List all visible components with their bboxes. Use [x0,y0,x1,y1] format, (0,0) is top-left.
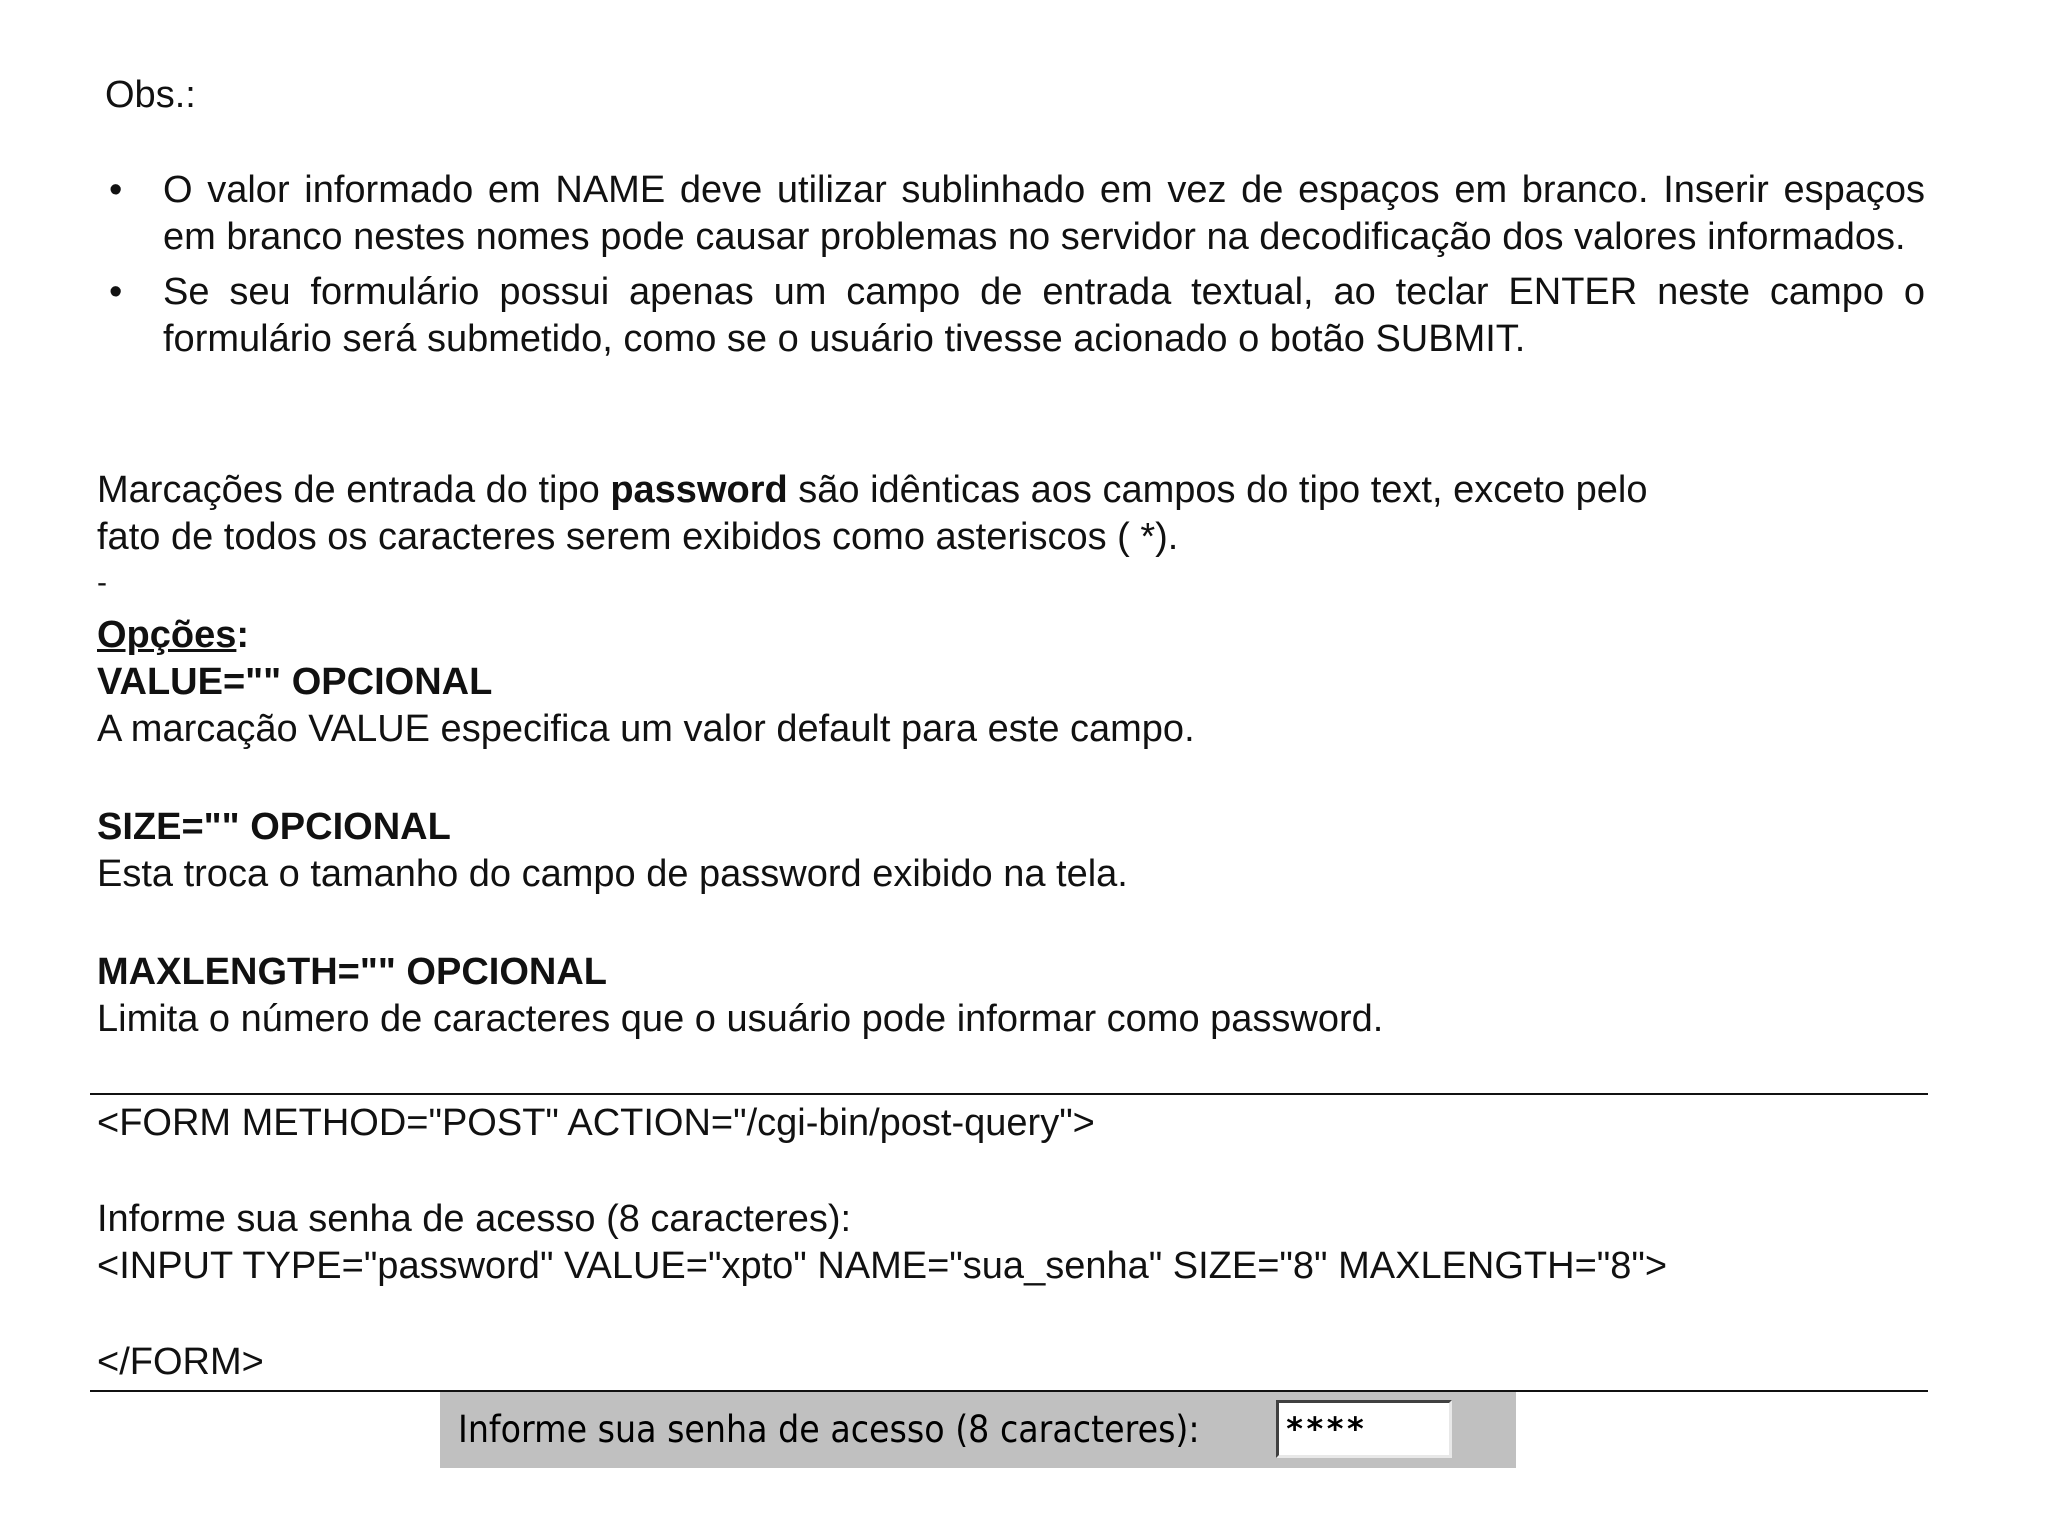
demo-password-input[interactable] [1276,1400,1452,1458]
password-keyword: password [610,469,788,511]
list-item-text: Se seu formulário possui apenas um campo de entrada textual, ao teclar ENTER neste campo o formulário será submetido, como se o usuário tivesse acionado o botão SUBMIT. [163,271,1925,360]
demo-password-label: Informe sua senha de acesso (8 caracteres): [458,1408,1200,1451]
bullet-icon: • [109,271,123,313]
list-item-text: O valor informado em NAME deve utilizar sublinhado em vez de espaços em branco. Inserir espaços em branco nestes nomes pode causar problemas no servidor na decodificação dos valores informados. [163,169,1925,258]
option-title-size: SIZE="" OPCIONAL [97,806,451,848]
options-heading-text: Opções [97,614,237,656]
options-heading [97,612,1927,659]
password-description-line2: fato de todos os caracteres serem exibidos como asteriscos ( *). [97,516,1179,558]
password-description-end: são idênticas aos campos do tipo text, exceto pelo [787,469,1648,511]
list-item [105,167,1925,261]
notes-list [105,167,1925,371]
obs-label: Obs.: [105,74,196,116]
option-size [97,804,1927,898]
separator-dash: - [97,566,107,599]
options-section [97,612,1927,753]
password-description [97,467,1927,561]
code-form-open: <FORM METHOD="POST" ACTION="/cgi-bin/post-query"> [97,1102,1095,1144]
list-item [105,269,1925,363]
option-description-maxlength: Limita o número de caracteres que o usuário pode informar como password. [97,998,1384,1040]
demo-password-value: **** [1285,1410,1367,1448]
password-description-start: Marcações de entrada do tipo [97,469,611,511]
rendered-form-preview [440,1392,1516,1468]
option-title-maxlength: MAXLENGTH="" OPCIONAL [97,951,607,993]
bullet-icon: • [109,169,123,211]
code-prompt: Informe sua senha de acesso (8 caracteres): [97,1198,852,1240]
option-maxlength [97,949,1927,1043]
code-top-rule [90,1093,1928,1095]
option-description-value: A marcação VALUE especifica um valor default para este campo. [97,708,1195,750]
code-input-tag: <INPUT TYPE="password" VALUE="xpto" NAME="sua_senha" SIZE="8" MAXLENGTH="8"> [97,1245,1668,1287]
code-form-close: </FORM> [97,1341,264,1383]
option-description-size: Esta troca o tamanho do campo de password exibido na tela. [97,853,1128,895]
option-title-value: VALUE="" OPCIONAL [97,661,493,703]
options-heading-colon: : [236,614,250,656]
